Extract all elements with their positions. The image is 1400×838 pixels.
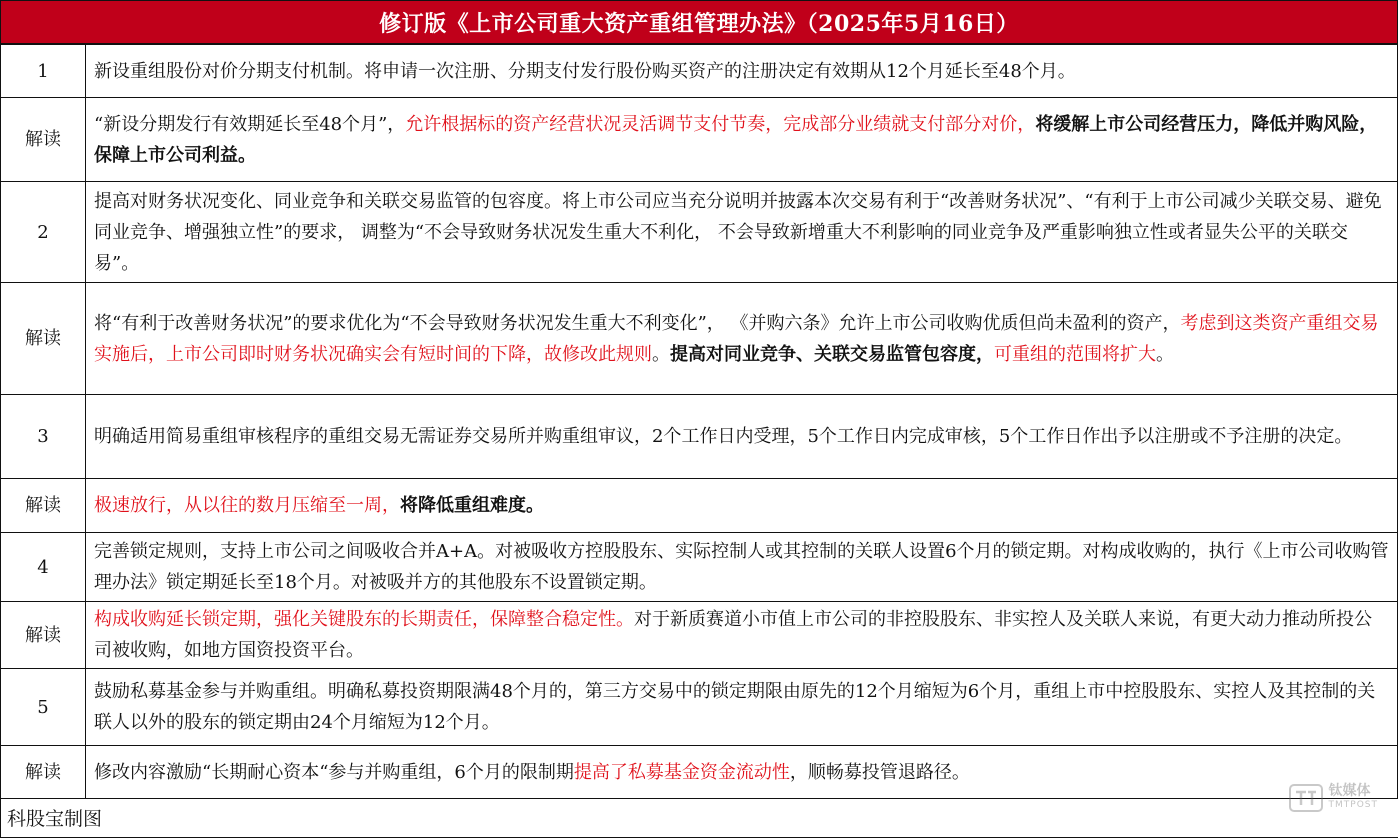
highlight-text: 考虑到这类资产重组交易实施后，上市公司即时财务状况确实会有短时间的下降，故修改此规则 bbox=[94, 312, 1379, 365]
watermark-en: TMTPOST bbox=[1328, 800, 1378, 810]
row-label: 解读 bbox=[1, 283, 86, 395]
row-label: 解读 bbox=[1, 746, 86, 799]
row-label: 解读 bbox=[1, 479, 86, 533]
watermark bbox=[1289, 784, 1378, 812]
row-content bbox=[86, 98, 1398, 182]
row-label: 解读 bbox=[1, 602, 86, 669]
text-segment: 鼓励私募基金参与并购重组。明确私募投资期限满48个月的，第三方交易中的锁定期限由原先的12个月缩短为6个月，重组上市中控股股东、实控人及其控制的关联人以外的股东的锁定期由24个月缩短为12个月。 bbox=[94, 681, 1376, 733]
table-row bbox=[1, 602, 1398, 669]
highlight-text: 极速放行，从以往的数月压缩至一周， bbox=[94, 495, 400, 516]
row-content bbox=[86, 479, 1398, 533]
text-segment: 提高对财务状况变化、同业竞争和关联交易监管的包容度。将上市公司应当充分说明并披露本次交易有利于“改善财务状况”、“有利于上市公司减少关联交易、避免同业竞争、增强独立性”的要求， 调整为“不会导致财务状况发生重大不利化， 不会导致新增重大不利影响的同业竞争及严重影响独立性或者显失公平的关联交易”。 bbox=[94, 190, 1382, 274]
text-segment: 明确适用简易重组审核程序的重组交易无需证券交易所并购重组审议，2个工作日内受理，5个工作日内完成审核，5个工作日作出予以注册或不予注册的决定。 bbox=[94, 426, 1353, 447]
row-content bbox=[86, 395, 1398, 479]
tmtpost-logo-icon bbox=[1289, 784, 1323, 812]
table-row bbox=[1, 283, 1398, 395]
text-segment: 。 bbox=[652, 343, 670, 365]
row-label: 5 bbox=[1, 669, 86, 746]
table-title: 修订版《上市公司重大资产重组管理办法》（2025年5月16日） bbox=[0, 0, 1398, 44]
row-content bbox=[86, 669, 1398, 746]
row-label: 解读 bbox=[1, 98, 86, 182]
text-segment: 完善锁定规则，支持上市公司之间吸收合并A+A。对被吸收方控股股东、实际控制人或其控制的关联人设置6个月的锁定期。对构成收购的，执行《上市公司收购管理办法》锁定期延长至18个月。对被吸并方的其他股东不设置锁定期。 bbox=[94, 541, 1389, 593]
row-label: 3 bbox=[1, 395, 86, 479]
text-segment: 。 bbox=[1156, 343, 1174, 365]
row-label: 1 bbox=[1, 45, 86, 98]
table-row bbox=[1, 669, 1398, 746]
row-label: 2 bbox=[1, 182, 86, 283]
bold-text: 将降低重组难度。 bbox=[400, 495, 544, 516]
text-segment: 修改内容激励“长期耐心资本“参与并购重组，6个月的限制期 bbox=[94, 761, 574, 783]
table-row bbox=[1, 395, 1398, 479]
text-segment: 对于新质赛道小市值上市公司的非控股股东、非实控人及关联人来说，有更大动力推动所投公司被收购，如地方国资投资平台。 bbox=[94, 609, 1372, 661]
text-segment: “新设分期发行有效期延长至48个月”， bbox=[94, 113, 406, 135]
source-credit: 科股宝制图 bbox=[0, 798, 1398, 838]
text-segment: 将“有利于改善财务状况”的要求优化为“不会导致财务状况发生重大不利变化”， 《并购六条》允许上市公司收购优质但尚未盈利的资产， bbox=[94, 312, 1181, 334]
text-segment: 新设重组股份对价分期支付机制。将申请一次注册、分期支付发行股份购买资产的注册决定有效期从12个月延长至48个月。 bbox=[94, 60, 1076, 82]
row-content bbox=[86, 283, 1398, 395]
row-content bbox=[86, 533, 1398, 602]
row-content bbox=[86, 602, 1398, 669]
highlight-text: 可重组的范围将扩大 bbox=[994, 343, 1156, 365]
row-content bbox=[86, 182, 1398, 283]
table-row bbox=[1, 182, 1398, 283]
table-row bbox=[1, 45, 1398, 98]
table-row bbox=[1, 746, 1398, 799]
table-row bbox=[1, 479, 1398, 533]
text-segment: ，顺畅募投管退路径。 bbox=[789, 761, 970, 783]
bold-text: 将缓解上市公司经营压力，降低并购风险，保障上市公司利益。 bbox=[94, 113, 1378, 166]
row-content bbox=[86, 45, 1398, 98]
table-row bbox=[1, 98, 1398, 182]
highlight-text: 构成收购延长锁定期，强化关键股东的长期责任，保障整合稳定性。 bbox=[94, 609, 634, 630]
highlight-text: 提高了私募基金资金流动性 bbox=[573, 761, 790, 783]
watermark-cn: 钛媒体 bbox=[1328, 783, 1371, 799]
table-row bbox=[1, 533, 1398, 602]
bold-text: 提高对同业竞争、关联交易监管包容度， bbox=[670, 343, 994, 365]
regulation-table bbox=[0, 44, 1398, 799]
highlight-text: 允许根据标的资产经营状况灵活调节支付节奏，完成部分业绩就支付部分对价， bbox=[405, 113, 1036, 135]
row-label: 4 bbox=[1, 533, 86, 602]
row-content bbox=[86, 746, 1398, 799]
